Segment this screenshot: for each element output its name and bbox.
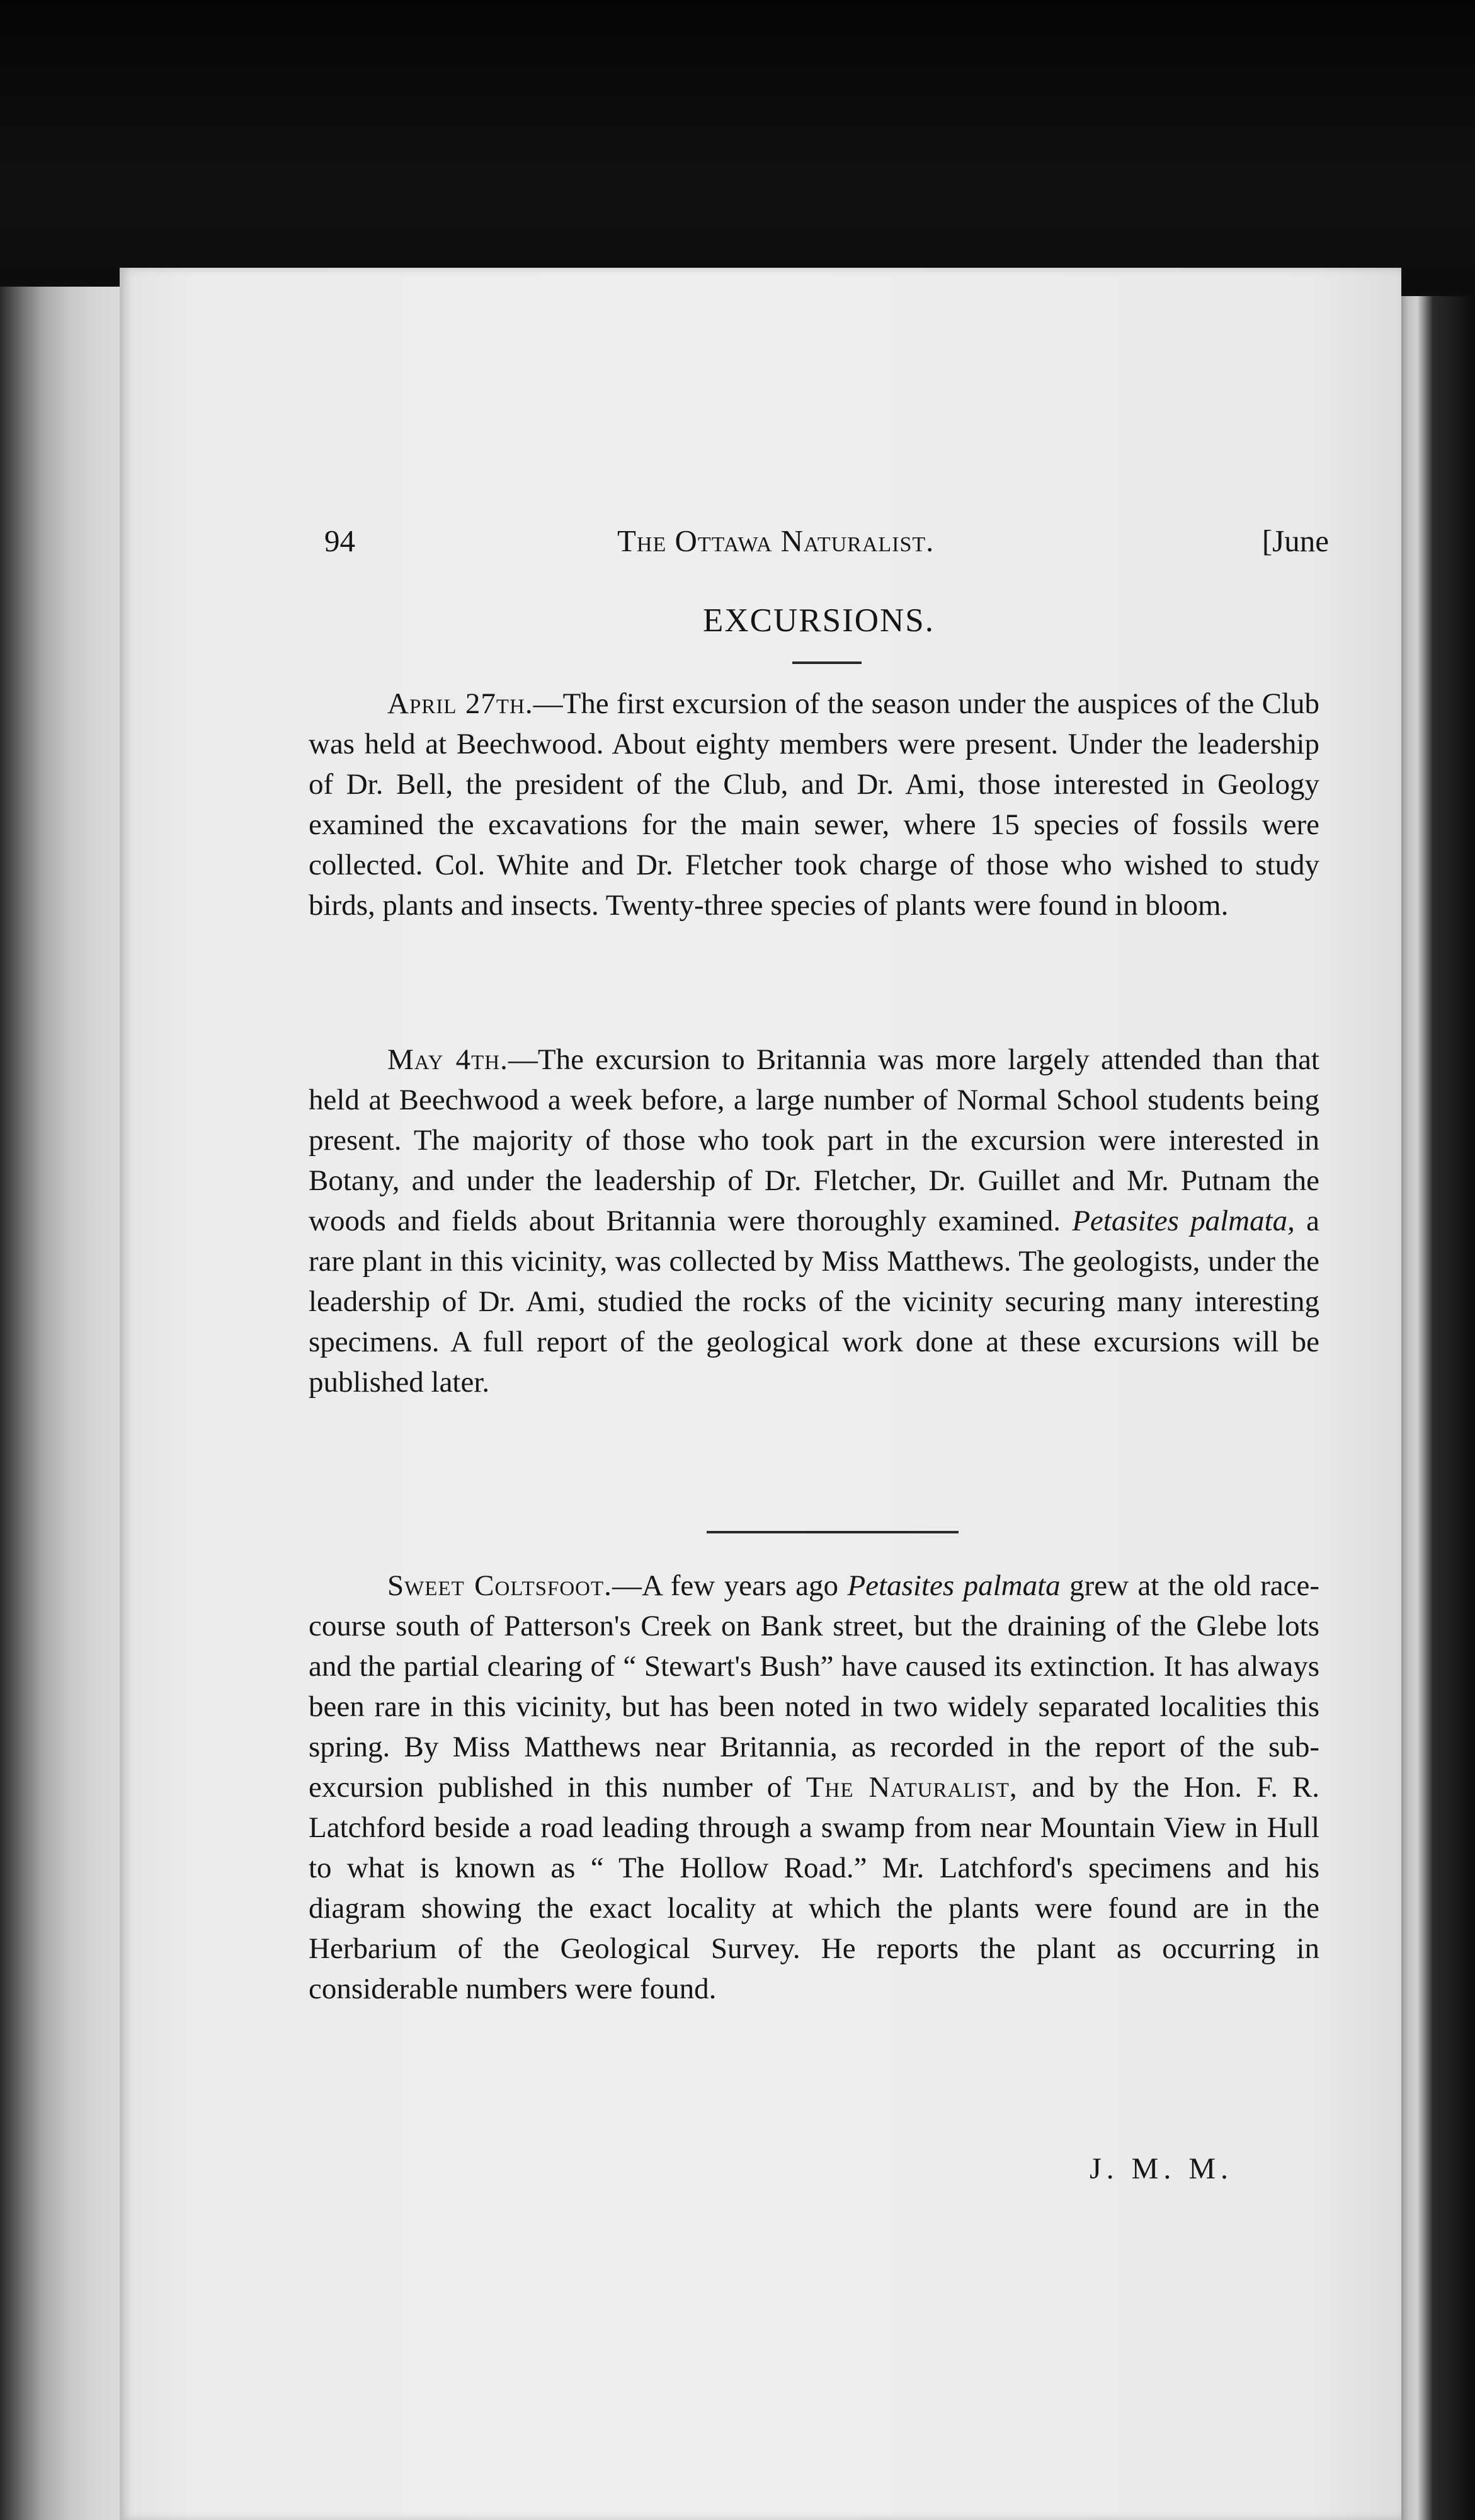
entry-text: —The first excursion of the season under the auspices of the Club was held at Beechwood. About eighty members were present. Under the leadership of Dr. Bell, the president of the Club, and Dr. Ami, those interested in Geology examined the excavations for the main sewer, where 15 species of fossils were collected. Col. White and Dr. Fletcher took charge of those who wished to study birds, plants and insects. Twenty-three species of plants were found in bloom. <box>309 687 1319 922</box>
entry-may-4 <box>309 1040 1319 1402</box>
entry-text: grew at the old race-course south of Patterson's Creek on Bank street, but the draining of the Glebe lots and the partial clearing of “ Stewart's Bush” have caused its extinction. It has always been rare in this vicinity, but has been noted in two widely separated localities this spring. By Miss Matthews near Britannia, as recorded in the report of the sub-excursion published in this number of <box>309 1569 1319 1804</box>
section-divider <box>707 1531 959 1533</box>
entry-text: a rare plant in this vicinity, was collected by Miss Matthews. The geologists, under the leadership of Dr. Ami, studied the rocks of the vicinity securing many interesting specimens. A full report of the geological work done at these excursions will be published later. <box>309 1205 1320 1399</box>
entry-lead: May 4th. <box>387 1043 508 1076</box>
entry-text: and by the Hon. F. R. Latchford beside a road leading through a swamp from near Mountain View in Hull to what is known as “ The Hollow Road.” Mr. Latchford's specimens and his diagram showing the exact locality at which the plants were found are in the Herbarium of the Geological Survey. He reports the plant as occurring in considerable numbers were found. <box>309 1771 1319 2005</box>
entry-text: —A few years ago <box>612 1569 848 1602</box>
running-header <box>309 523 1329 573</box>
book-page-edges-right <box>1395 296 1475 2520</box>
author-initials: J. M. M. <box>1090 2152 1234 2185</box>
entry-text: —The excursion to Britannia was more largely attended than that held at Beechwood a week before, a large number of Normal School students being present. The majority of those who took part in the excursion were interested in Botany, and under the leadership of Dr. Fletcher, Dr. Guillet and Mr. Putnam the woods and fields about Britannia were thoroughly examined. <box>309 1043 1319 1237</box>
entry-april-27 <box>309 684 1319 925</box>
issue-month: [June <box>1261 524 1329 558</box>
species-name: Petasites palmata <box>847 1569 1061 1602</box>
journal-reference: The Naturalist, <box>806 1771 1018 1804</box>
entry-lead: April 27th. <box>387 687 533 720</box>
entry-lead: Sweet Coltsfoot. <box>387 1569 612 1602</box>
book-page-edges-left <box>0 287 126 2520</box>
section-title: EXCURSIONS. <box>702 602 935 639</box>
title-rule <box>792 662 862 664</box>
journal-title: The Ottawa Naturalist. <box>617 524 935 558</box>
entry-sweet-coltsfoot <box>309 1566 1319 2009</box>
page-number: 94 <box>324 524 355 558</box>
species-name: Petasites palmata, <box>1072 1205 1295 1237</box>
